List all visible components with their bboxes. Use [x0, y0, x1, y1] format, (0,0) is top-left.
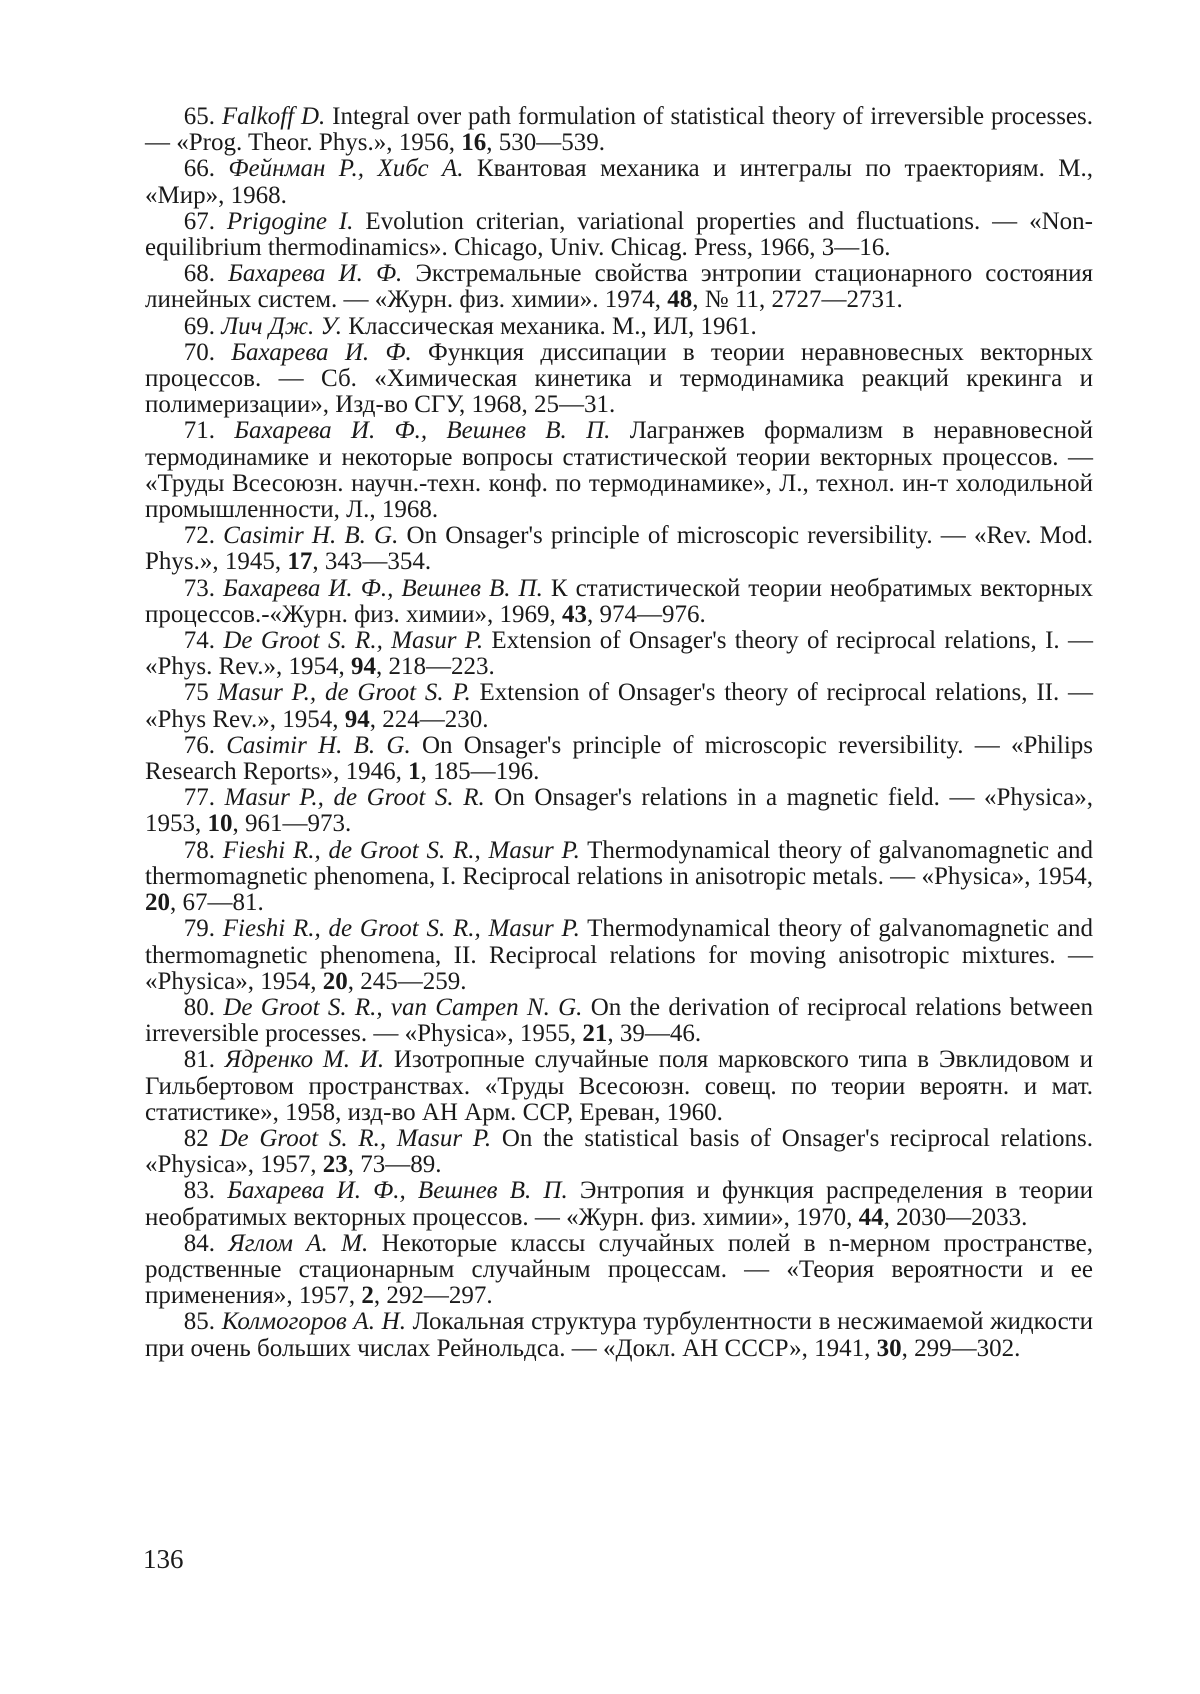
reference-volume: 23: [322, 1151, 348, 1179]
reference-text: Evolution criterian, variational properties and fluctuations. — «Non-equilibrium thermodinamics». Chicago, Univ. Chicag. Press, 1966, 3—16.: [145, 207, 1093, 262]
reference-text: Энтропия и функция распределения в теории необратимых векторных процессов. — «Журн. физ. химии», 1970,: [145, 1177, 1093, 1231]
reference-authors: Falkoff D.: [221, 103, 326, 130]
reference-entry: [145, 576, 1093, 628]
reference-text: Thermodynamical theory of galvanomagnetic and thermomagnetic phenomena, II. Reciprocal relations for moving anisotropic mixtures. — «Physica», 1954,: [145, 915, 1094, 995]
reference-text: On Onsager's relations in a magnetic field. — «Physica», 1953,: [145, 784, 1093, 838]
reference-entry: [145, 104, 1093, 156]
reference-pages: , 39—46.: [607, 1020, 702, 1048]
reference-number: 69.: [183, 312, 215, 340]
reference-entry: [145, 156, 1093, 208]
reference-authors: De Groot S. R., Masur P.: [223, 627, 484, 655]
reference-number: 68.: [183, 260, 215, 288]
reference-entry: [145, 1309, 1093, 1361]
reference-text: Экстремальные свойства энтропии стационарного состояния линейных систем. — «Журн. физ. химии». 1974,: [145, 260, 1093, 314]
reference-entry: [145, 628, 1093, 680]
reference-text: К статистической теории необратимых векторных процессов.-«Журн. физ. химии», 1969,: [145, 574, 1093, 628]
reference-volume: 43: [562, 600, 588, 628]
reference-entry: [145, 261, 1093, 313]
reference-authors: Masur P., de Groot S. P.: [217, 679, 471, 707]
reference-entry: [145, 995, 1093, 1047]
reference-text: On Onsager's principle of microscopic reversibility. — «Philips Research Reports», 1946,: [145, 731, 1093, 786]
reference-number: 79.: [183, 915, 215, 943]
reference-number: 84.: [183, 1229, 215, 1257]
reference-number: 67.: [183, 207, 215, 235]
reference-entry: [145, 523, 1093, 575]
reference-pages: , 292—297.: [373, 1282, 493, 1310]
reference-entry: [145, 209, 1093, 261]
reference-entry: [145, 838, 1093, 917]
reference-authors: Fieshi R., de Groot S. R., Masur P.: [222, 836, 580, 864]
page-number: 136: [143, 1544, 184, 1574]
reference-volume: 94: [351, 653, 377, 681]
reference-entry: [145, 1231, 1093, 1310]
reference-volume: 44: [858, 1203, 884, 1231]
reference-entry: [145, 785, 1093, 837]
reference-number: 77.: [183, 784, 215, 812]
reference-text: Классическая механика. М., ИЛ, 1961.: [342, 312, 757, 340]
reference-entry: [145, 1126, 1093, 1178]
reference-number: 76.: [183, 731, 215, 759]
reference-number: 70.: [183, 338, 215, 366]
reference-authors: Бахарева И. Ф., Вешнев В. П.: [227, 1177, 568, 1205]
reference-number: 82: [183, 1124, 209, 1152]
reference-authors: Бахарева И. Ф.: [228, 260, 403, 288]
reference-pages: , 974—976.: [587, 600, 706, 628]
reference-text: Thermodynamical theory of galvanomagnetic and thermomagnetic phenomena, I. Reciprocal relations in anisotropic metals. — «Physica», 1954,: [145, 836, 1094, 890]
reference-authors: Ядренко М. И.: [224, 1046, 385, 1074]
reference-number: 80.: [183, 993, 215, 1021]
reference-pages: , 224—230.: [369, 705, 489, 733]
reference-authors: Фейнман Р., Хибс А.: [228, 155, 464, 183]
reference-entry: [145, 1178, 1093, 1230]
reference-volume: 1: [408, 758, 421, 786]
reference-text: Изотропные случайные поля марковского типа в Эвклидовом и Гильбертовом пространствах. «Труды Всесоюзн. совещ. по теории вероятн. и мат. статистике», 1958, изд-во АН Арм. ССР, Ереван, 1960.: [145, 1046, 1093, 1126]
reference-text: Integral over path formulation of statistical theory of irreversible processes. — «Prog. Theor. Phys.», 1956,: [145, 103, 1093, 157]
reference-text: Функция диссипации в теории неравновесных векторных процессов. — Сб. «Химическая кинетика и термодинамика реакций крекинга и полимеризации», Изд-во СГУ, 1968, 25—31.: [145, 338, 1093, 419]
reference-authors: Лич Дж. У.: [221, 312, 343, 340]
reference-authors: De Groot S. R., van Campen N. G.: [223, 993, 583, 1021]
reference-entry: [145, 680, 1093, 732]
reference-volume: 20: [322, 967, 348, 995]
reference-pages: , 961—973.: [232, 810, 352, 838]
reference-volume: 48: [667, 286, 693, 314]
reference-volume: 2: [361, 1282, 374, 1310]
reference-volume: 30: [876, 1334, 902, 1362]
reference-entry: [145, 1047, 1093, 1126]
reference-pages: , 245—259.: [347, 967, 467, 995]
reference-volume: 94: [344, 705, 370, 733]
reference-pages: , 185—196.: [420, 758, 540, 786]
reference-authors: Masur P., de Groot S. R.: [224, 784, 485, 812]
reference-pages: , 67—81.: [170, 889, 264, 917]
reference-volume: 16: [461, 129, 487, 157]
reference-text: On Onsager's principle of microscopic reversibility. — «Rev. Mod. Phys.», 1945,: [145, 522, 1093, 576]
reference-pages: , 2030—2033.: [883, 1203, 1028, 1231]
reference-volume: 17: [287, 548, 313, 576]
reference-number: 78.: [183, 836, 215, 864]
reference-volume: 10: [207, 810, 233, 838]
reference-text: On the statistical basis of Onsager's reciprocal relations. «Physica», 1957,: [145, 1124, 1094, 1179]
reference-authors: Бахарева И. Ф., Вешнев В. П.: [223, 574, 543, 602]
reference-volume: 21: [582, 1020, 608, 1048]
reference-authors: Яглом А. М.: [228, 1229, 369, 1257]
reference-text: Extension of Onsager's theory of reciprocal relations, II. — «Phys Rev.», 1954,: [145, 679, 1094, 733]
reference-entry: [145, 340, 1093, 419]
reference-number: 73.: [183, 574, 215, 602]
reference-number: 83.: [183, 1177, 215, 1205]
reference-text: Extension of Onsager's theory of reciprocal relations, I. — «Phys. Rev.», 1954,: [145, 627, 1093, 681]
reference-number: 81.: [183, 1046, 215, 1074]
reference-list: [145, 104, 1093, 1362]
reference-text: Некоторые классы случайных полей в n-мерном пространстве, родственные стационарным случайным процессам. — «Теория вероятности и ее применения», 1957,: [145, 1229, 1093, 1310]
reference-entry: [145, 916, 1093, 995]
reference-number: 74.: [183, 627, 215, 655]
reference-number: 75: [183, 679, 209, 707]
reference-number: 72.: [183, 522, 215, 550]
reference-text: Квантовая механика и интегралы по траекториям. М., «Мир», 1968.: [145, 155, 1093, 209]
reference-pages: , № 11, 2727—2731.: [692, 286, 903, 314]
reference-number: 71.: [183, 417, 215, 445]
reference-pages: , 218—223.: [376, 653, 495, 681]
reference-authors: De Groot S. R., Masur P.: [219, 1124, 492, 1152]
reference-authors: Колмогоров А. Н.: [221, 1308, 406, 1336]
reference-authors: Бахарева И. Ф.: [231, 338, 412, 366]
reference-pages: , 73—89.: [347, 1151, 442, 1179]
reference-authors: Prigogine I.: [226, 207, 354, 235]
reference-entry: [145, 314, 1093, 340]
reference-pages: , 343—354.: [312, 548, 432, 576]
reference-volume: 20: [145, 889, 170, 917]
reference-number: 66.: [183, 155, 215, 183]
reference-entry: [145, 418, 1093, 523]
reference-pages: , 530—539.: [486, 129, 605, 157]
reference-authors: Fieshi R., de Groot S. R., Masur P.: [222, 915, 580, 943]
reference-authors: Casimir H. B. G.: [223, 522, 399, 550]
reference-pages: , 299—302.: [901, 1334, 1021, 1362]
reference-entry: [145, 733, 1093, 785]
reference-authors: Casimir H. B. G.: [226, 731, 411, 759]
reference-authors: Бахарева И. Ф., Вешнев В. П.: [234, 417, 611, 445]
reference-number: 65.: [183, 103, 215, 130]
reference-number: 85.: [183, 1308, 215, 1336]
reference-text: On the derivation of reciprocal relations between irreversible processes. — «Physica», 1955,: [145, 993, 1094, 1048]
reference-text: Локальная структура турбулентности в несжимаемой жидкости при очень больших числах Рейнольдса. — «Докл. АН СССР», 1941,: [145, 1308, 1093, 1362]
reference-text: Лагранжев формализм в неравновесной термодинамике и некоторые вопросы статистической теории векторных процессов. — «Труды Всесоюзн. научн.-техн. конф. по термодинамике», Л., технол. ин-т холодильной промышленности, Л., 1968.: [145, 417, 1093, 524]
